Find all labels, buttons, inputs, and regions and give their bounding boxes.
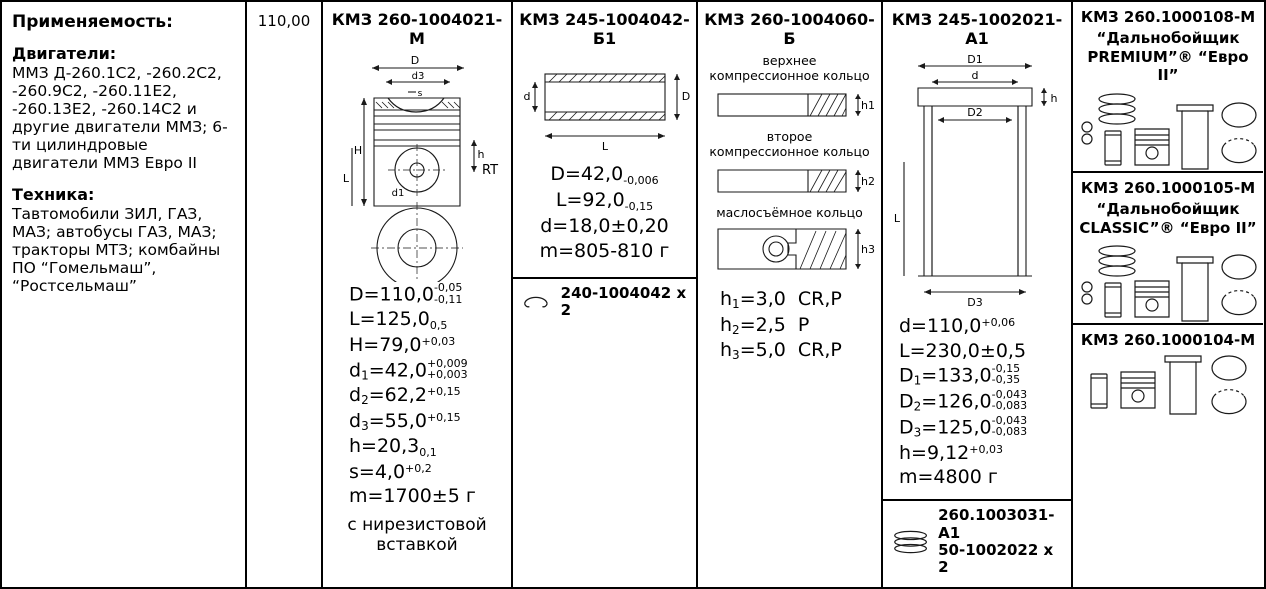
kit-basic-code: КМЗ 260.1000104-М — [1080, 331, 1256, 350]
kit-premium-code: КМЗ 260.1000108-М — [1080, 8, 1256, 26]
kit-classic-name2: CLASSIC”® “Евро II” — [1079, 218, 1257, 237]
svg-text:h2: h2 — [860, 174, 875, 188]
piston-spec-H: $H=79,0^{+0,03}$ — [349, 334, 456, 357]
pin-code: КМЗ 245-1004042-Б1 — [519, 10, 690, 49]
kits-column — [1073, 2, 1263, 587]
kit-classic — [1073, 173, 1263, 323]
svg-text:D: D — [681, 90, 690, 104]
svg-text:L: L — [601, 140, 608, 154]
piston-spec-D: D=110,0-0,05 -0,11 — [349, 281, 463, 306]
svg-text:H: H — [353, 144, 363, 158]
kit-classic-drawing — [1077, 239, 1259, 323]
engines-heading: Двигатели: — [12, 44, 117, 63]
piston-drawing — [324, 52, 510, 282]
piston-spec-h: $h=20,3_{0,1}$ — [349, 435, 437, 459]
pin-spec-D: $D=42,0_{-0,006}$ — [550, 163, 659, 188]
svg-text:h3: h3 — [860, 243, 875, 257]
svg-text:D: D — [410, 54, 420, 68]
svg-text:D2: D2 — [967, 106, 983, 120]
piston-code: КМЗ 260-1004021-М — [331, 10, 503, 49]
kit-premium — [1073, 2, 1263, 171]
svg-text:s: s — [417, 89, 423, 100]
liner-seals-label — [938, 507, 1067, 576]
piston-spec-s: $s=4,0^{+0,2}$ — [349, 461, 432, 484]
machines-heading: Техника: — [12, 184, 95, 204]
pin-spec-d: d=18,0±0,20 — [540, 215, 669, 238]
liner-spec-D1: D1=133,0-0,15 -0,35 — [899, 362, 1021, 388]
rings-column — [698, 2, 883, 587]
circlip-icon — [521, 292, 553, 312]
piston-spec-d3: $d3=55,0^{+0,15}$ — [349, 409, 461, 433]
pin-specs — [513, 162, 696, 262]
ring-spec-h1: h1=3,0 CR,P — [720, 288, 842, 312]
liner-specs — [883, 314, 1071, 489]
svg-text:D3: D3 — [967, 296, 983, 310]
pin-spec-m: m=805-810 г — [539, 239, 670, 262]
machines-text: Тавтомобили ЗИЛ, ГАЗ, МАЗ; автобусы ГАЗ, МАЗ; тракторы МТЗ; комбайны ПО “Гомельмаш”, “Ростсельмаш” — [12, 204, 221, 295]
svg-text:h1: h1 — [860, 99, 875, 113]
rings-code: КМЗ 260-1004060-Б — [704, 10, 875, 49]
piston-specs — [323, 282, 511, 508]
svg-text:RT: RT — [481, 163, 499, 179]
ring3-drawing — [700, 221, 880, 277]
pin-clip-row — [513, 279, 696, 326]
applicability-title: Применяемость: — [12, 12, 173, 32]
liner-spec-d: $d=110,0^{+0,06}$ — [899, 315, 1016, 338]
ring-spec-h3: h3=5,0 CR,P — [720, 338, 842, 362]
liner-code: КМЗ 245-1002021-А1 — [891, 10, 1063, 49]
kit-classic-name — [1073, 200, 1263, 240]
liner-drawing — [884, 52, 1070, 314]
svg-text:d: d — [523, 90, 530, 104]
svg-text:d3: d3 — [411, 71, 425, 83]
kit-premium-name — [1073, 29, 1263, 87]
kit-premium-drawing — [1077, 87, 1259, 171]
svg-text:D1: D1 — [967, 53, 983, 67]
kit-classic-name1: “Дальнобойщик — [1096, 199, 1240, 218]
liner-spec-L: L=230,0±0,5 — [899, 339, 1027, 362]
svg-text:L: L — [893, 212, 901, 226]
kit-basic — [1073, 325, 1263, 424]
svg-text:h: h — [477, 148, 485, 162]
liner-seal-line2: 50-1002022 x 2 — [938, 540, 1054, 577]
rings-specs — [698, 287, 881, 363]
liner-spec-m: m=4800 г — [899, 466, 998, 489]
liner-spec-D2: D2=126,0-0,043 -0,083 — [899, 387, 1028, 414]
piston-spec-d1: d1=42,0+0,009 +0,003 — [349, 356, 468, 383]
kit-basic-drawing — [1077, 352, 1259, 424]
orings-icon — [891, 527, 930, 557]
ring1-drawing — [700, 84, 880, 128]
ring-spec-h2: h2=2,5 P — [720, 313, 810, 337]
bore-value: 110,00 — [257, 12, 311, 30]
piston-spec-m: m=1700±5 г — [349, 485, 476, 508]
liner-column — [883, 2, 1073, 587]
liner-seal-line1: 260.1003031-А1 — [938, 506, 1055, 542]
svg-text:h: h — [1050, 92, 1058, 106]
pin-spec-L: $L=92,0_{-0,15}$ — [555, 189, 654, 214]
engines-text: ММЗ Д-260.1С2, -260.2С2, -260.9С2, -260.11Е2, -260.13Е2, -260.14С2 и другие двигатели ММЗ; 6-ти цилиндровые двигатели ММЗ Евро II — [12, 64, 228, 172]
svg-text:L: L — [342, 172, 350, 186]
pin-column — [513, 2, 698, 587]
kit-classic-code: КМЗ 260.1000105-М — [1080, 179, 1256, 197]
ring3-label: маслосъёмное кольцо — [716, 204, 863, 220]
kit-premium-name1: “Дальнобойщик — [1096, 28, 1240, 47]
piston-spec-L: $L=125,0_{0,5}$ — [349, 308, 448, 333]
ring2-drawing — [700, 160, 880, 204]
ring2-label: второе компрессионное кольцо — [709, 129, 870, 159]
applicability-column — [2, 2, 247, 587]
svg-text:d1: d1 — [391, 188, 405, 200]
liner-spec-h: $h=9,12^{+0,03}$ — [899, 441, 1003, 464]
piston-column — [323, 2, 513, 587]
piston-spec-d2: $d2=62,2^{+0,15}$ — [349, 384, 461, 408]
ring1-label: верхнее компрессионное кольцо — [709, 53, 870, 83]
pin-clip-label: 240-1004042 x 2 — [560, 283, 687, 320]
bore-column — [247, 2, 323, 587]
liner-spec-D3: D3=125,0-0,043 -0,083 — [899, 413, 1028, 440]
piston-note: с нирезистовой вставкой — [347, 514, 487, 556]
pin-drawing — [515, 52, 695, 162]
kit-premium-name2: PREMIUM”® “Евро II” — [1087, 47, 1249, 85]
liner-seals-row — [883, 501, 1071, 582]
svg-text:d: d — [971, 69, 979, 83]
